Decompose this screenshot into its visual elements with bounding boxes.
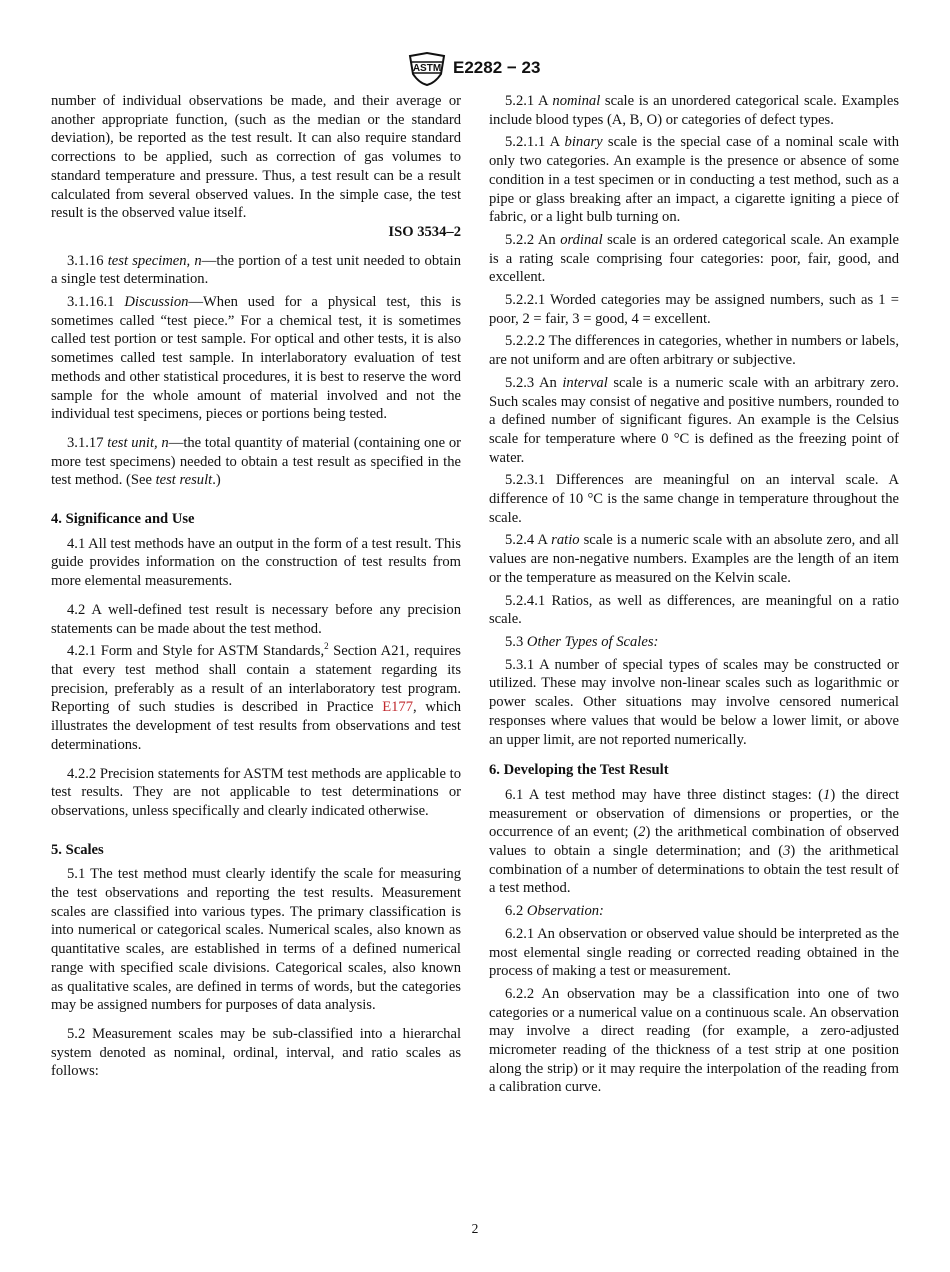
section-heading-4: 4. Significance and Use	[51, 511, 195, 528]
text-part: 6.1 A test method may have three distinct stages: (	[505, 786, 824, 803]
stage-number: 3	[783, 843, 791, 860]
section-4-2: 4.2 A well-defined test result is necessary before any precision statements can be made about the test method.	[51, 601, 461, 637]
section-5-1: 5.1 The test method must clearly identify the scale for measuring the test observations and reporting the test results. Measurement scales are classified into various types. The primary classification is into numerical or categorical scales. Numerical scales, also known as quantitative scales, are established in terms of a defined numerical range with specified scale divisions. Categorical scales, also known as qualitative scales, are defined in terms of words, but the categories may be assigned numbers for purposes of data analysis.	[51, 866, 461, 1014]
text-part: 5.2.1.1 A	[505, 134, 565, 151]
left-column	[51, 92, 461, 1085]
text-part: 5.2.1 A	[505, 93, 553, 109]
term: nominal	[552, 93, 601, 109]
definition-end: .)	[212, 472, 221, 489]
section-4-1: 4.1 All test methods have an output in the form of a test result. This guide provides information on the construction of test results from more elemental measurements.	[51, 535, 461, 590]
section-6-1	[489, 786, 899, 898]
page-header	[0, 52, 950, 86]
section-4-2-1	[51, 642, 461, 754]
definition: —the total quantity of material (containing one or more test specimens) needed to obtain a test result as specified in the test method. (See	[51, 434, 461, 489]
term: ratio	[551, 532, 580, 549]
term: test specimen, n	[107, 252, 202, 269]
term: test unit, n	[107, 434, 169, 451]
text-part: scale is an unordered categorical scale. Examples include blood types (A, B, O) or categories of defect types.	[489, 93, 899, 128]
text-part: Section A21, requires that every test method shall contain a statement regarding its precision, preferably as a result of an interlaboratory test program. Reporting of such studies is described in Practice	[51, 643, 461, 716]
definition: —the portion of a test unit needed to obtain a single test determination.	[51, 252, 461, 288]
stage-number: 1	[823, 786, 831, 803]
document-designation: E2282 − 23	[453, 58, 541, 77]
text-part: 5.2.2 An	[505, 231, 561, 248]
text-part: scale is a numeric scale with an arbitrary zero. Such scales may consist of negative and positive numbers, rounded to a defined number of significant figures. An example is the Celsius scale for temperature where 0 °C is defined as the freezing point of water.	[489, 374, 900, 466]
section-5-2-1-1	[489, 133, 899, 227]
see-reference: test result	[155, 472, 213, 489]
section-5-2-1	[489, 92, 899, 129]
subsection-title: Other Types of Scales:	[526, 633, 659, 650]
section-5-2-2-2: 5.2.2.2 The differences in categories, whether in numbers or labels, are not uniform and are often arbitrary or subjective.	[489, 333, 899, 369]
text-part: scale is an ordered categorical scale. An example is a rating scale comprising four categories: poor, fair, good, and excellent.	[489, 231, 899, 286]
section-6-2-2: 6.2.2 An observation may be a classification into one of two categories or a numerical value on a continuous scale. An observation may involve a direct reading (for example, a zero-adjusted micrometer reading of the thickness of a test strip at one position along the strip) or it may require the interpolation of the reading from a calibration curve.	[489, 985, 899, 1096]
section-4-2-2: 4.2.2 Precision statements for ASTM test methods are applicable to test results. They are not applicable to test determinations or observations, unless specifically and clearly indicated otherwise.	[51, 765, 461, 819]
text-part: scale is a numeric scale with an absolute zero, and all values are non-negative numbers. Examples are the length of an item or the temperature as measured on the Kelvin scale.	[489, 532, 899, 586]
section-6-2	[489, 902, 899, 921]
text-part: 5.2.4 A	[505, 532, 552, 549]
term: ordinal	[560, 231, 603, 248]
text-part: 5.2.3 An	[505, 374, 563, 391]
page-number: 2	[471, 1221, 479, 1236]
section-number: 3.1.17	[67, 434, 104, 451]
right-column	[489, 92, 899, 1101]
section-number: 5.3	[505, 633, 524, 650]
text-part: 4.2.1 Form and Style for ASTM Standards,	[67, 643, 325, 660]
section-5-2-2	[489, 231, 899, 287]
section-heading-5: 5. Scales	[51, 841, 104, 858]
logo-text: ASTM	[412, 63, 442, 74]
text-part: scale is the special case of a nominal scale with only two categories. An example is the presence or absence of some condition in a test specimen or in conducting a test method, such as a pipe or glass breaking after an impact, a cigarette igniting a piece of fabric, or a light bulb turning on.	[489, 134, 899, 226]
discussion-label: Discussion	[124, 294, 189, 311]
section-5-2: 5.2 Measurement scales may be sub-classified into a hierarchal system denoted as nominal, ordinal, interval, and ratio scales as follows:	[51, 1025, 461, 1080]
section-number: 3.1.16.1	[67, 294, 115, 311]
section-number: 6.2	[505, 903, 524, 920]
iso-reference: ISO 3534–2	[388, 223, 461, 240]
text-part: ) the arithmetical combination of observed values to obtain a single determination; and (	[489, 824, 899, 860]
section-3-1-16	[51, 252, 461, 289]
paragraph-test-result-continuation: number of individual observations be made, and their average or another appropriate function, (such as the median or the standard deviation), be reported as the test result. It can also require standard corrections to be applied, such as correction of gas volumes to standard temperature and pressure. Thus, a test result can be a result calculated from several observed values. In the simple case, the test result is the observed value itself.	[51, 93, 461, 222]
section-5-2-3-1: 5.2.3.1 Differences are meaningful on an interval scale. A difference of 10 °C is the same change in temperature throughout the scale.	[489, 472, 899, 526]
practice-e177-link[interactable]: E177	[382, 699, 414, 716]
section-3-1-17	[51, 434, 461, 490]
section-5-2-2-1: 5.2.2.1 Worded categories may be assigned numbers, such as 1 = poor, 2 = fair, 3 = good, 4 = excellent.	[489, 292, 899, 327]
astm-logo-icon	[408, 52, 446, 86]
discussion-text: —When used for a physical test, this is sometimes called “test piece.” For a chemical test, it is sometimes called test portion or test sample. For optical and other tests, it is also sometimes called test sample. In interlaboratory evaluation of test methods and other statistical procedures, it is best to reserve the word sample for the whole amount of material involved and not the individual test specimens, pieces or portions being tested.	[51, 294, 461, 423]
section-5-3-1: 5.3.1 A number of special types of scales may be constructed or utilized. These may involve non-linear scales such as logarithmic or power scales. Other situations may involve censored numerical responses where values that would be below a lower limit, or above an upper limit, are not reported numerically.	[489, 656, 899, 748]
section-3-1-16-1	[51, 293, 461, 424]
section-5-3	[489, 633, 899, 652]
text-part: ) the direct measurement or observation of dimensions or properties, or the occurrence of an event; (	[489, 786, 899, 841]
subsection-title: Observation:	[526, 903, 604, 920]
text-part: ) the arithmetical combination of a number of determinations to obtain the test result of a test method.	[489, 843, 899, 897]
section-5-2-4-1: 5.2.4.1 Ratios, as well as differences, are meaningful on a ratio scale.	[489, 592, 899, 628]
section-5-2-4	[489, 531, 899, 587]
section-number: 3.1.16	[67, 252, 104, 269]
section-5-2-3	[489, 374, 899, 468]
term: binary	[564, 134, 603, 151]
stage-number: 2	[638, 824, 646, 841]
section-6-2-1: 6.2.1 An observation or observed value should be interpreted as the most elemental single reading or corrected reading obtained in the process of making a test or measurement.	[489, 925, 899, 980]
text-part: , which illustrates the development of test results from observations and test determinations.	[51, 699, 462, 753]
footnote-marker: 2	[324, 641, 329, 652]
section-heading-6: 6. Developing the Test Result	[489, 762, 669, 779]
term: interval	[562, 374, 608, 391]
